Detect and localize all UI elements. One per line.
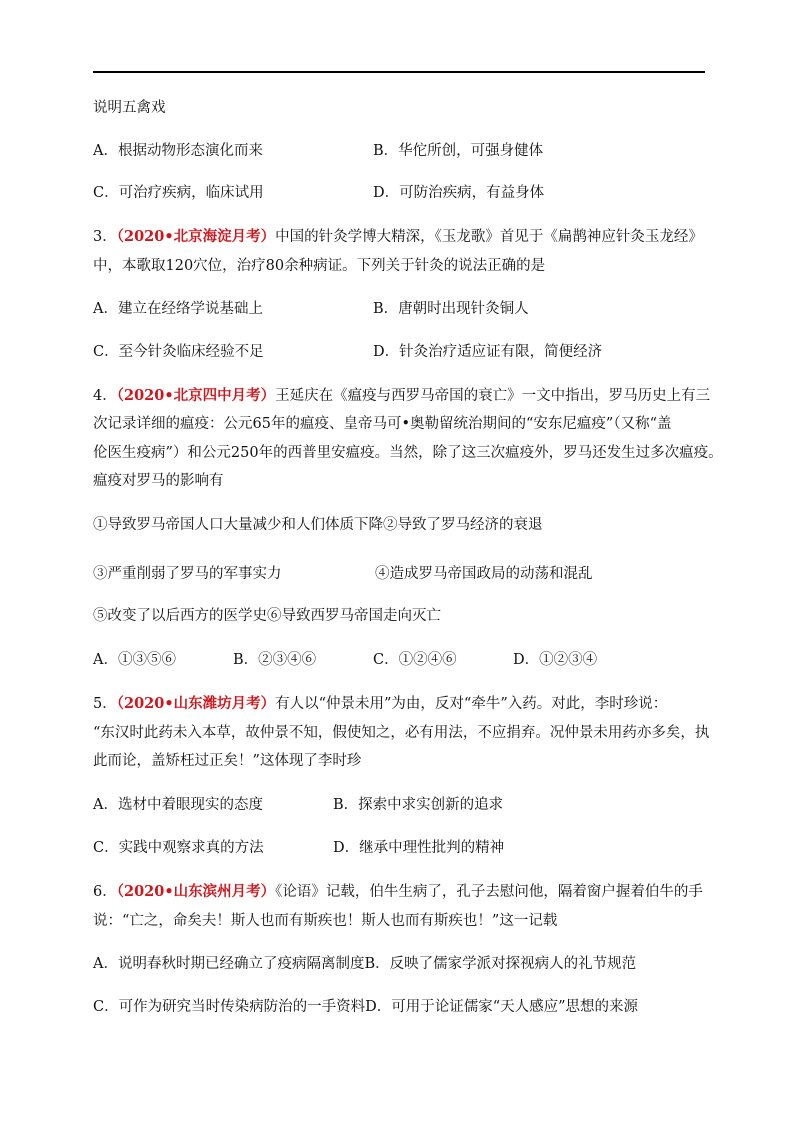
q6-stem-line-2: 说：“亡之，命矣夫！斯人也而有斯疾也！斯人也而有斯疾也！”这一记载 <box>93 913 558 929</box>
q3-source: （2020•北京海淀月考） <box>116 228 276 245</box>
q3-stem-text-1: 中国的针灸学博大精深，《玉龙歌》首见于《扁鹊神应针灸玉龙经》 <box>275 229 703 245</box>
q5-stem-line-3: 此而论，盖矫枉过正矣！”这体现了李时珍 <box>93 753 362 769</box>
q4-option-d[interactable]: D．①②③④ <box>513 652 598 668</box>
q5-stem-text-1: 有人以“仲景未用”为由，反对“牵牛”入药。对此，李时珍说： <box>275 696 668 712</box>
q5-option-a[interactable]: A．选材中着眼现实的态度 <box>93 797 263 813</box>
q4-stem-line-1 <box>93 386 710 406</box>
q4-stem-line-4: 瘟疫对罗马的影响有 <box>93 473 224 489</box>
q3-option-c[interactable]: C．至今针灸临床经验不足 <box>93 344 264 360</box>
q5-source: （2020•山东潍坊月考） <box>116 695 276 712</box>
q6-options-line-1[interactable]: A．说明春秋时期已经确立了疫病隔离制度B．反映了儒家学派对探视病人的礼节规范 <box>93 956 637 972</box>
q5-options-row-1 <box>93 795 504 815</box>
q4-option-b[interactable]: B．②③④⑥ <box>233 652 317 668</box>
q6-source: （2020•山东滨州月考） <box>116 883 276 900</box>
q4-stem-text-1: 王延庆在《瘟疫与西罗马帝国的衰亡》一文中指出，罗马历史上有三 <box>275 388 711 404</box>
q3-option-a[interactable]: A．建立在经络学说基础上 <box>93 301 263 317</box>
q3-option-b[interactable]: B．唐朝时出现针灸铜人 <box>373 301 529 317</box>
q3-option-d[interactable]: D．针灸治疗适应证有限，简便经济 <box>373 344 603 360</box>
q2-options-row-1 <box>93 141 544 161</box>
q2-stem-tail: 说明五禽戏 <box>93 100 166 116</box>
q4-option-a[interactable]: A．①③⑤⑥ <box>93 652 176 668</box>
q5-option-d[interactable]: D．继承中理性批判的精神 <box>333 840 505 856</box>
q5-stem-line-2: “东汉时此药未入本草，故仲景不知，假使知之，必有用法，不应捐弃。况仲景未用药亦多矣，执 <box>93 725 710 741</box>
q2-option-d[interactable]: D．可防治疾病，有益身体 <box>373 185 545 201</box>
q3-number: 3． <box>93 229 117 245</box>
q3-stem-line-2: 中，本歌取120穴位，治疗80余种病证。下列关于针灸的说法正确的是 <box>93 258 546 274</box>
q4-items-line-3: ⑤改变了以后西方的医学史⑥导致西罗马帝国走向灭亡 <box>93 608 441 624</box>
q5-option-c[interactable]: C．实践中观察求真的方法 <box>93 840 264 856</box>
q4-stem-line-3: 伦医生疫病”）和公元250年的西普里安瘟疫。当然，除了这三次瘟疫外，罗马还发生过多次瘟疫。 <box>93 445 723 461</box>
q5-stem-line-1 <box>93 694 667 714</box>
q2-option-a[interactable]: A．根据动物形态演化而来 <box>93 143 263 159</box>
q4-item-3: ③严重削弱了罗马的军事实力 <box>93 566 282 582</box>
q5-option-b[interactable]: B．探索中求实创新的追求 <box>333 797 504 813</box>
q4-number: 4． <box>93 388 117 404</box>
q3-stem-line-1 <box>93 227 703 247</box>
q3-options-row-2 <box>93 342 603 362</box>
q6-options-line-2[interactable]: C．可作为研究当时传染病防治的一手资料D．可用于论证儒家“天人感应”思想的来源 <box>93 999 639 1015</box>
q5-number: 5． <box>93 696 117 712</box>
q4-source: （2020•北京四中月考） <box>116 387 276 404</box>
q4-option-c[interactable]: C．①②④⑥ <box>373 652 457 668</box>
q4-items-line-1: ①导致罗马帝国人口大量减少和人们体质下降②导致了罗马经济的衰退 <box>93 517 543 533</box>
q2-options-row-2 <box>93 183 545 203</box>
q4-item-4: ④造成罗马帝国政局的动荡和混乱 <box>375 566 593 582</box>
q6-stem-line-1 <box>93 882 703 902</box>
q6-number: 6． <box>93 884 117 900</box>
q2-option-b[interactable]: B．华佗所创，可强身健体 <box>373 143 544 159</box>
q3-options-row-1 <box>93 299 529 319</box>
q4-items-line-2 <box>93 564 593 584</box>
q5-options-row-2 <box>93 838 505 858</box>
q4-options-row <box>93 650 598 670</box>
q6-stem-text-1: 《论语》记载，伯牛生病了，孔子去慰问他，隔着窗户握着伯牛的手 <box>275 884 703 900</box>
q4-stem-line-2: 次记录详细的瘟疫：公元65年的瘟疫、皇帝马可•奥勒留统治期间的“安东尼瘟疫”（又称“盖 <box>93 416 672 432</box>
q2-option-c[interactable]: C．可治疗疾病，临床试用 <box>93 185 264 201</box>
header-rule <box>93 71 705 73</box>
